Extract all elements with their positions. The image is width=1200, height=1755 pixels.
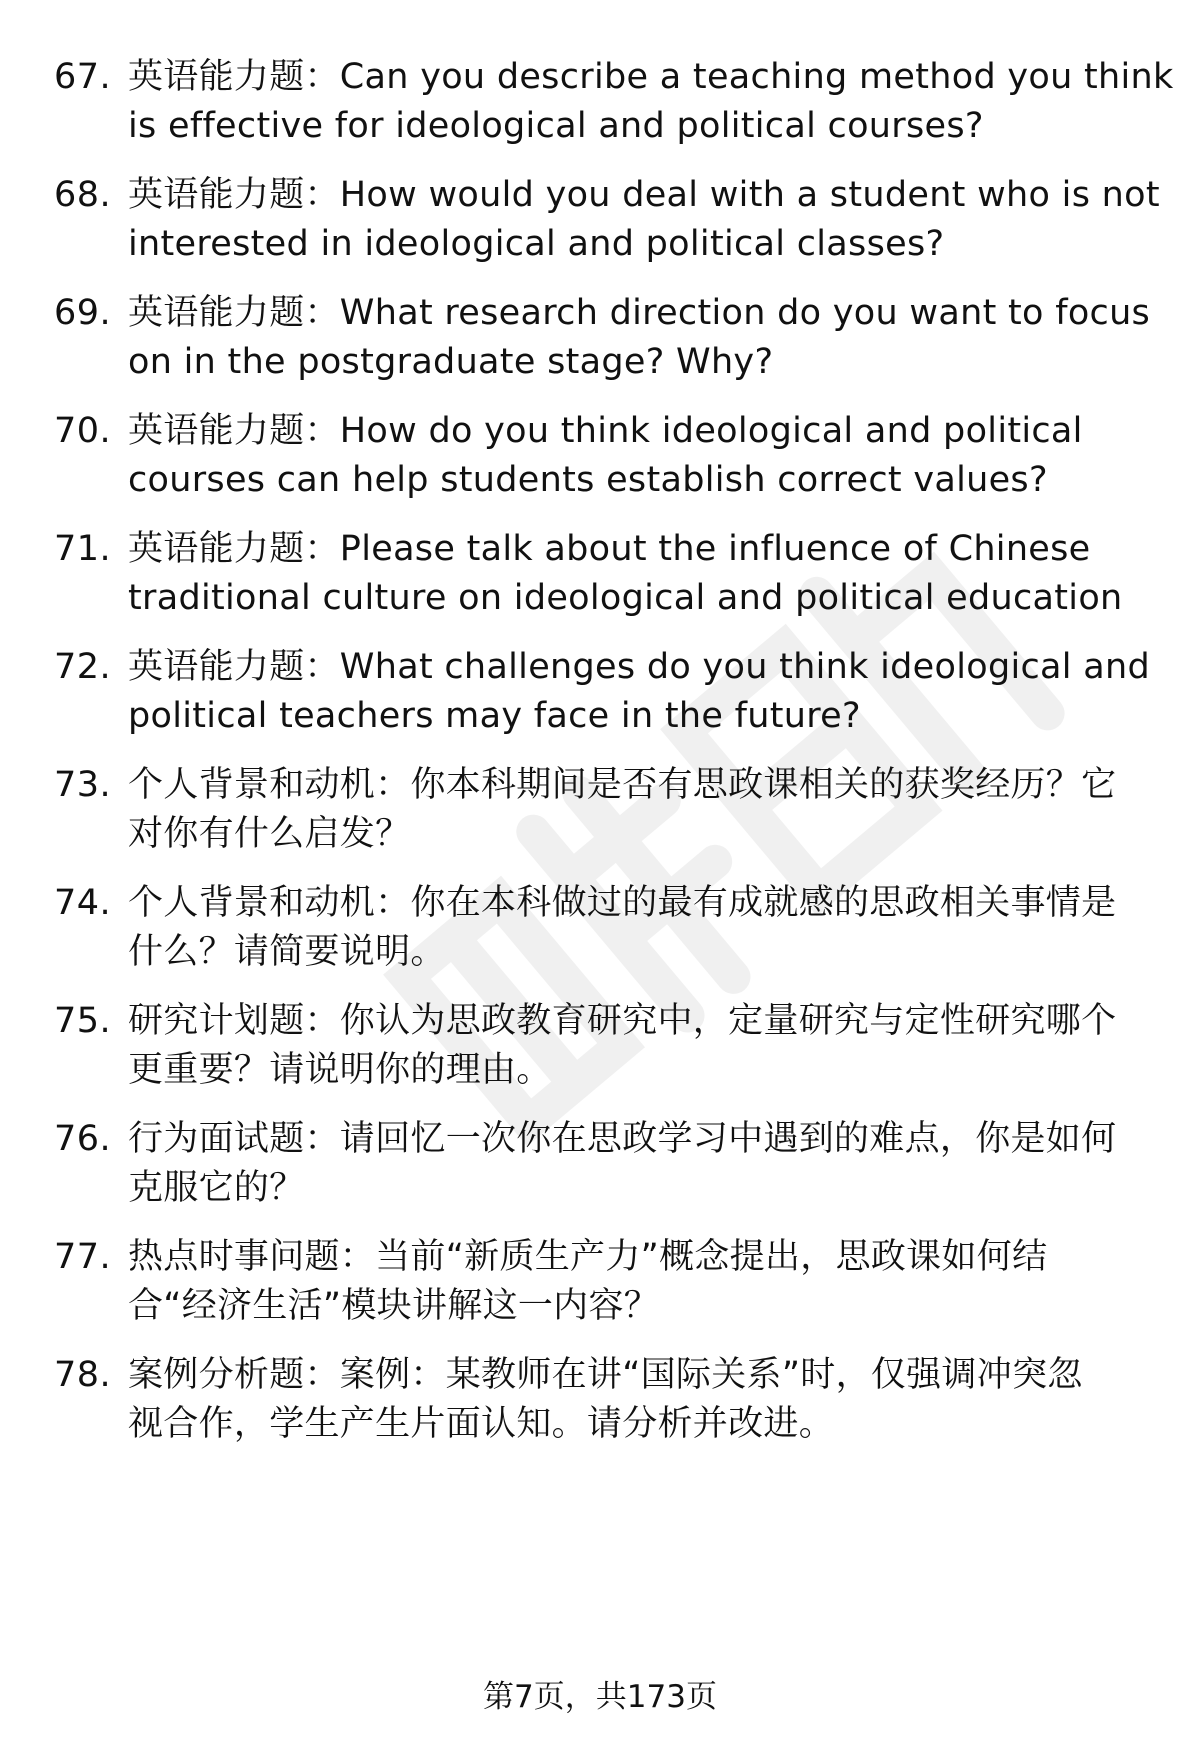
question-text — [128, 1351, 1128, 1449]
question-number: 74. — [54, 883, 112, 923]
question-text — [128, 879, 1128, 977]
question-item — [54, 1351, 1154, 1461]
question-line: 行为面试题：请回忆一次你在思政学习中遇到的难点，你是如何 — [128, 1119, 1117, 1159]
question-text — [128, 171, 1160, 269]
question-item — [54, 879, 1154, 989]
question-line: 英语能力题：Can you describe a teaching method you think — [128, 57, 1174, 97]
question-line: 对你有什么启发？ — [128, 814, 411, 854]
question-item — [54, 1233, 1154, 1343]
question-line: 案例分析题：案例：某教师在讲“国际关系”时，仅强调冲突忽 — [128, 1355, 1083, 1395]
question-line: 视合作，学生产生片面认知。请分析并改进。 — [128, 1404, 835, 1444]
question-item — [54, 643, 1154, 753]
question-number: 70. — [54, 411, 112, 451]
question-text — [128, 289, 1151, 387]
page-indicator: 第7页，共173页 — [483, 1679, 717, 1715]
question-item — [54, 53, 1174, 163]
question-line: interested in ideological and political classes? — [128, 224, 945, 264]
question-line: 英语能力题：Please talk about the influence of Chinese — [128, 529, 1091, 569]
question-line: 英语能力题：What research direction do you want to focus — [128, 293, 1151, 333]
question-number: 69. — [54, 293, 112, 333]
question-item — [54, 171, 1160, 281]
question-number: 68. — [54, 175, 112, 215]
question-number: 72. — [54, 647, 112, 687]
question-number: 76. — [54, 1119, 112, 1159]
question-line: 英语能力题：How would you deal with a student who is not — [128, 175, 1160, 215]
question-line: political teachers may face in the future? — [128, 696, 861, 736]
question-line: 个人背景和动机：你本科期间是否有思政课相关的获奖经历？它 — [128, 765, 1117, 805]
question-line: 英语能力题：What challenges do you think ideological and — [128, 647, 1150, 687]
question-text — [128, 407, 1128, 505]
question-line: courses can help students establish correct values? — [128, 460, 1048, 500]
question-text — [128, 643, 1150, 741]
question-number: 73. — [54, 765, 112, 805]
question-text — [128, 525, 1128, 623]
question-line: 热点时事问题：当前“新质生产力”概念提出，思政课如何结 — [128, 1237, 1048, 1277]
question-line: 研究计划题：你认为思政教育研究中，定量研究与定性研究哪个 — [128, 1001, 1117, 1041]
question-line: on in the postgraduate stage? Why? — [128, 342, 774, 382]
question-line: traditional culture on ideological and political education — [128, 578, 1123, 618]
question-line: is effective for ideological and political courses? — [128, 106, 984, 146]
question-line: 合“经济生活”模块讲解这一内容？ — [128, 1286, 660, 1326]
page-footer — [0, 1677, 1200, 1717]
question-line: 英语能力题：How do you think ideological and political — [128, 411, 1083, 451]
question-line: 个人背景和动机：你在本科做过的最有成就感的思政相关事情是 — [128, 883, 1117, 923]
question-number: 78. — [54, 1355, 112, 1395]
question-item — [54, 407, 1154, 517]
question-item — [54, 997, 1154, 1107]
question-line: 更重要？请说明你的理由。 — [128, 1050, 552, 1090]
question-text — [128, 761, 1128, 859]
question-text — [128, 53, 1174, 151]
question-line: 克服它的？ — [128, 1168, 305, 1208]
question-text — [128, 1115, 1128, 1213]
question-number: 67. — [54, 57, 112, 97]
question-text — [128, 1233, 1128, 1331]
question-item — [54, 761, 1154, 871]
question-line: 什么？请简要说明。 — [128, 932, 446, 972]
question-item — [54, 1115, 1154, 1225]
question-number: 71. — [54, 529, 112, 569]
question-item — [54, 289, 1154, 399]
question-number: 75. — [54, 1001, 112, 1041]
question-text — [128, 997, 1128, 1095]
question-number: 77. — [54, 1237, 112, 1277]
question-item — [54, 525, 1154, 635]
